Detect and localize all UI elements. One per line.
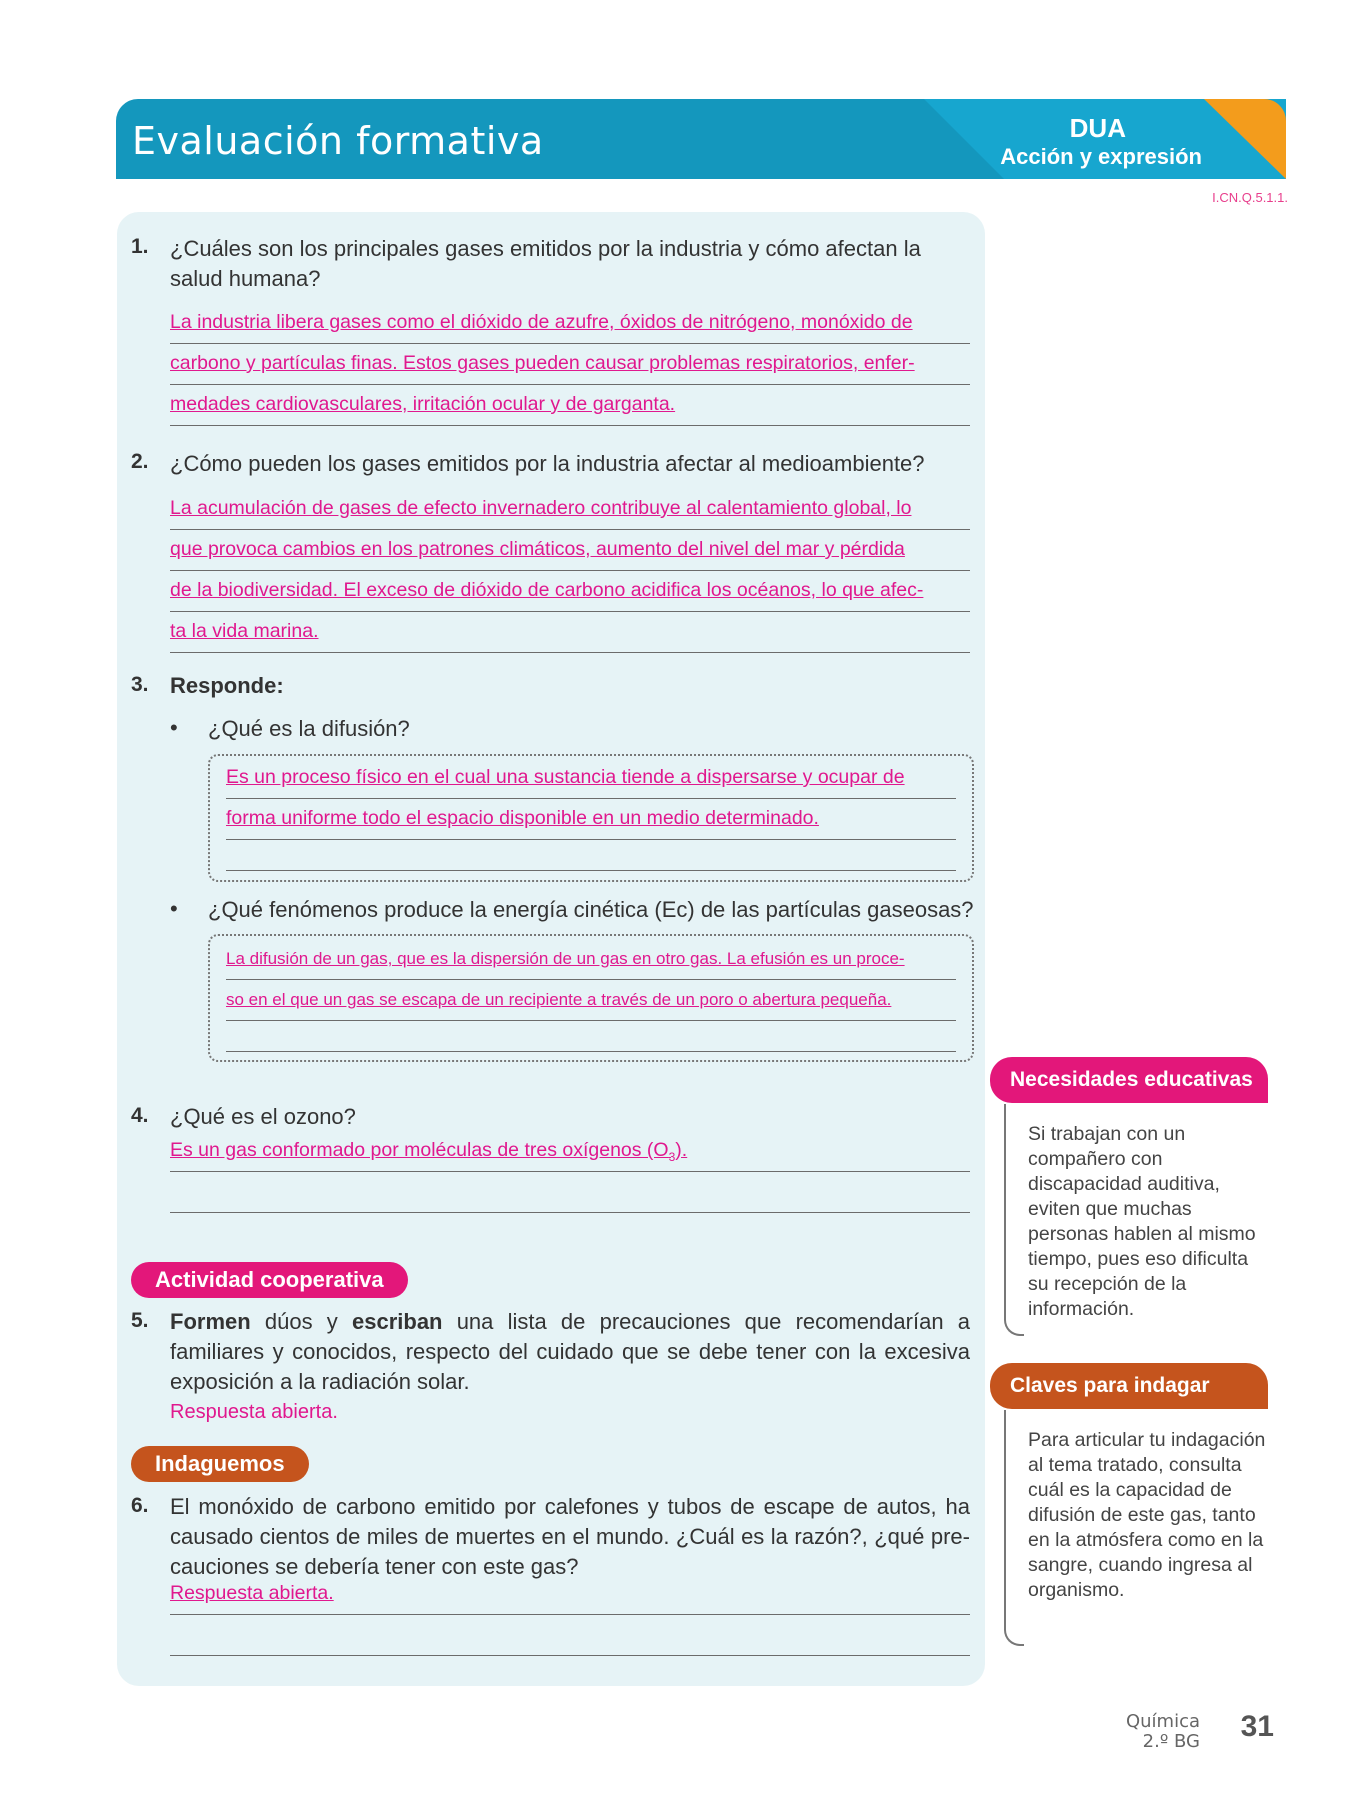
bullet-dot: •: [170, 896, 178, 921]
question-number: 3.: [131, 673, 149, 696]
subject-name: Química: [1125, 1711, 1200, 1732]
answer-text: Respuesta abierta.: [170, 1401, 338, 1423]
grade-level: 2.º BG: [1142, 1731, 1200, 1752]
question-number: 2.: [131, 450, 149, 473]
answer-text-main: Es un gas conformado por moléculas de tres oxígenos (O: [170, 1139, 669, 1161]
answer-subscript: 3: [668, 1149, 676, 1164]
answer-text-end: ).: [675, 1139, 688, 1161]
dua-subtitle: Acción y expresión: [1000, 144, 1202, 169]
answer-text: La difusión de un gas, que es la dispersión de un gas en otro gas. La efusión es un proce-: [226, 949, 905, 968]
answer-text: de la biodiversidad. El exceso de dióxido de carbono acidifica los océanos, lo que afec-: [170, 579, 924, 601]
answer-line[interactable]: [170, 1171, 970, 1213]
answer-text: Respuesta abierta.: [170, 1582, 334, 1604]
answer-line[interactable]: [226, 757, 956, 799]
text-fragment: una lista de precauciones que recomendarían a familiares y conocidos, respecto del cuidado que se debe tener con la excesiva exposición a la radiación solar.: [170, 1309, 970, 1394]
page-number: 31: [1240, 1710, 1274, 1743]
answer-text: medades cardiovasculares, irritación ocular y de garganta.: [170, 393, 676, 415]
special-needs-tab: Necesidades educativas: [990, 1057, 1268, 1103]
section-header: [116, 99, 1286, 179]
answer-line[interactable]: [170, 302, 970, 344]
question-text: Responde:: [170, 673, 284, 698]
bullet-dot: •: [170, 715, 178, 740]
bold-verb: Formen: [170, 1309, 251, 1334]
question-number: 5.: [131, 1309, 149, 1332]
question-text: [170, 1307, 970, 1397]
text-fragment: dúos y: [250, 1309, 352, 1334]
inquiry-keys-note: Para articular tu indagación al tema tratado, consulta cuál es la capacidad de difusión de este gas, tanto en la atmósfera como en la sangre, cuando ingresa al organismo.: [1028, 1429, 1266, 1601]
answer-line[interactable]: [170, 611, 970, 653]
answer-line[interactable]: [170, 384, 970, 426]
answer-line[interactable]: [170, 570, 970, 612]
question-text: El monóxido de carbono emitido por calefones y tubos de escape de autos, ha causado cientos de miles de muertes en el mundo. ¿Cuál es la razón?, ¿qué pre-cauciones se debería tener con este gas?: [170, 1494, 970, 1579]
footer-subject: [1126, 1712, 1200, 1752]
curriculum-code: I.CN.Q.5.1.1.: [1212, 190, 1288, 205]
question-text: ¿Qué es el ozono?: [170, 1104, 356, 1129]
answer-text: La industria libera gases como el dióxido de azufre, óxidos de nitrógeno, monóxido de: [170, 311, 913, 333]
question-number: 1.: [131, 235, 149, 258]
answer-text: ta la vida marina.: [170, 620, 319, 642]
answer-line[interactable]: [170, 1130, 970, 1172]
answer-line[interactable]: [226, 1010, 956, 1052]
answer-line[interactable]: [170, 529, 970, 571]
special-needs-note: Si trabajan con un compañero con discapacidad auditiva, eviten que muchas personas hablen al mismo tiempo, pues eso dificulta su recepción de la información.: [1028, 1123, 1256, 1320]
cooperative-activity-badge: Actividad cooperativa: [131, 1262, 408, 1298]
question-text: ¿Cómo pueden los gases emitidos por la industria afectar al medioambiente?: [170, 451, 925, 476]
question-number: 4.: [131, 1104, 149, 1127]
inquiry-keys-tab: Claves para indagar: [990, 1363, 1268, 1409]
answer-text: [170, 1139, 688, 1164]
bold-verb: escriban: [352, 1309, 443, 1334]
question-number: 6.: [131, 1494, 149, 1517]
answer-line[interactable]: [170, 1614, 970, 1656]
question-text: ¿Cuáles son los principales gases emitidos por la industria y cómo afectan la salud humana?: [170, 236, 921, 291]
inquiry-badge: Indaguemos: [131, 1446, 309, 1482]
section-title: Evaluación formativa: [132, 119, 544, 163]
dua-label: DUA: [1069, 113, 1126, 143]
sub-question: ¿Qué fenómenos produce la energía cinética (Ec) de las partículas gaseosas?: [208, 897, 974, 922]
answer-text: La acumulación de gases de efecto invernadero contribuye al calentamiento global, lo: [170, 497, 912, 519]
answer-line[interactable]: [170, 343, 970, 385]
answer-text: Es un proceso físico en el cual una sustancia tiende a dispersarse y ocupar de: [226, 766, 905, 788]
answer-text: que provoca cambios en los patrones climáticos, aumento del nivel del mar y pérdida: [170, 538, 905, 560]
answer-line[interactable]: [170, 1573, 970, 1615]
answer-text: forma uniforme todo el espacio disponible en un medio determinado.: [226, 807, 819, 829]
answer-line[interactable]: [226, 829, 956, 871]
answer-text: so en el que un gas se escapa de un recipiente a través de un poro o abertura pequeña.: [226, 990, 892, 1009]
answer-text: carbono y partículas finas. Estos gases pueden causar problemas respiratorios, enfer-: [170, 352, 915, 374]
sub-question: ¿Qué es la difusión?: [208, 716, 410, 741]
answer-line[interactable]: [226, 938, 956, 980]
answer-line[interactable]: [170, 488, 970, 530]
